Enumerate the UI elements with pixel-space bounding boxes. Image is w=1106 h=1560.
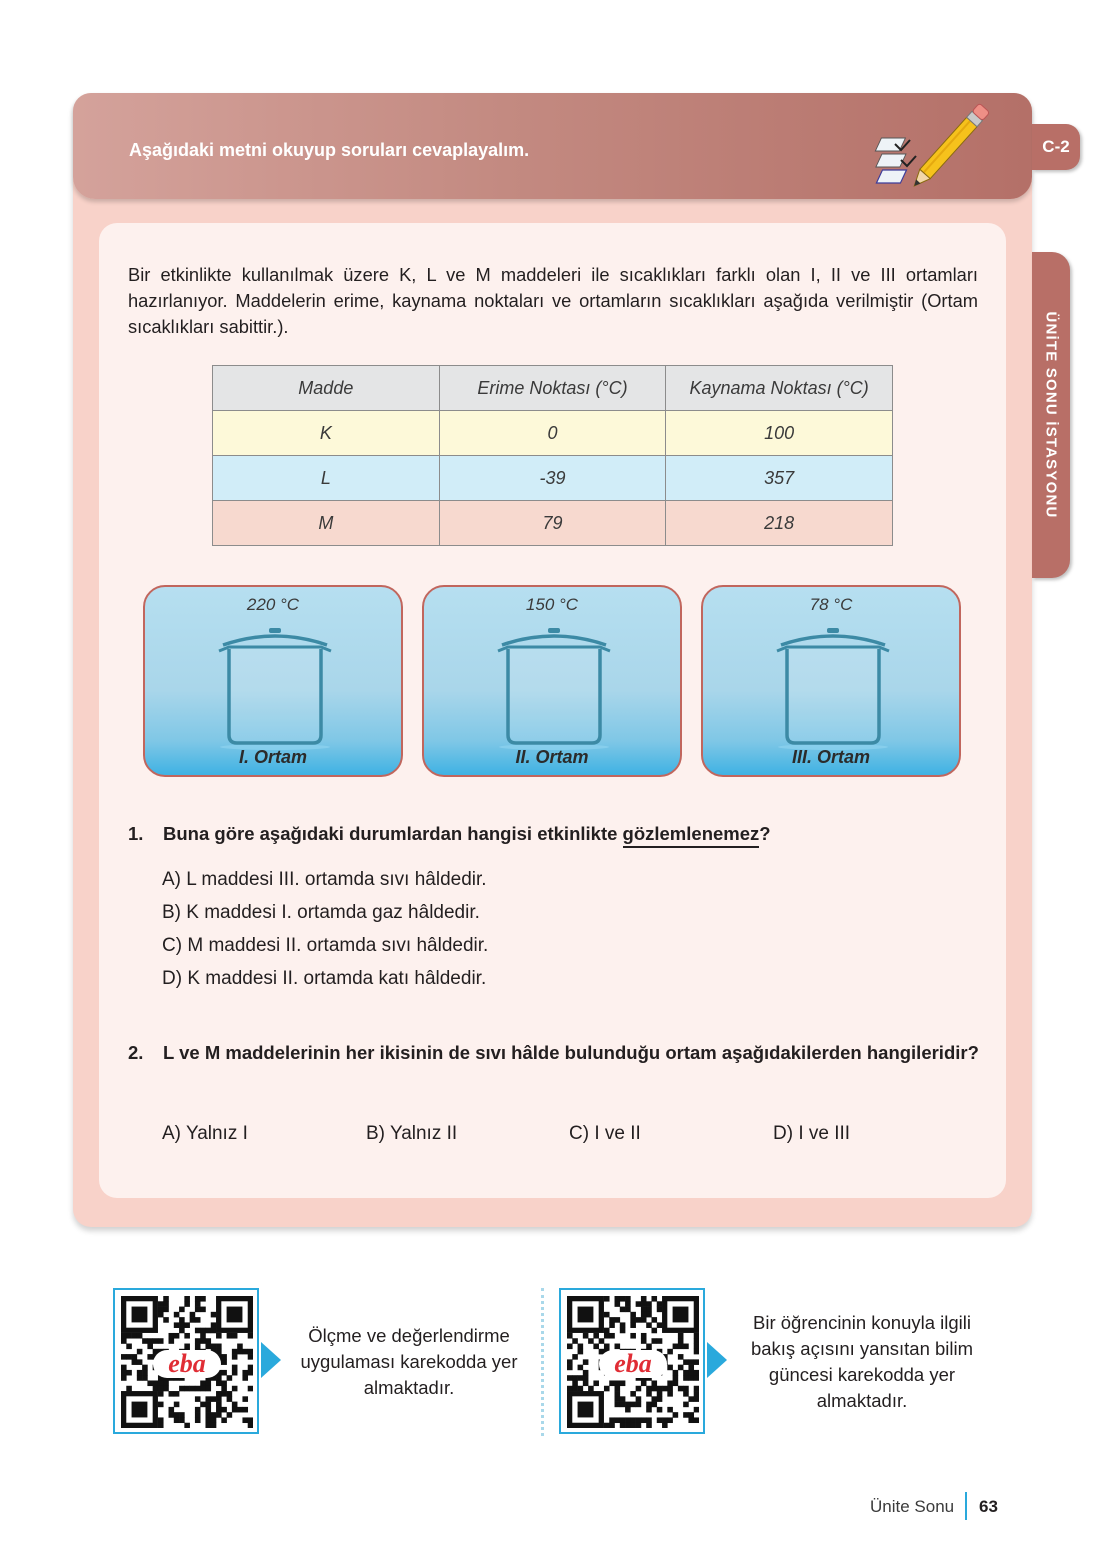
option-letter: A): [162, 869, 181, 890]
option-text: K maddesi I. ortamda gaz hâldedir.: [186, 902, 480, 923]
eba-logo: eba: [599, 1350, 667, 1378]
table-cell: 79: [439, 501, 666, 546]
table-cell: 218: [666, 501, 893, 546]
intro-paragraph: Bir etkinlikte kullanılmak üzere K, L ve M maddeleri ile sıcaklıkları farklı olan I, II ve III ortamları hazırlanıyor. Maddelerin erime, kaynama noktaları ve ortamların sıcaklıkları aşağıda verilmiştir (Ortam sıcaklıkları sabittir.).: [128, 264, 978, 337]
pencil-checklist-icon: [851, 96, 991, 194]
melting-boiling-table: [212, 365, 893, 546]
footer-section: Ünite Sonu: [870, 1497, 955, 1516]
pot-icon: [494, 623, 614, 751]
table-cell: 0: [439, 411, 666, 456]
question-1: [128, 820, 988, 850]
option-letter: B): [366, 1123, 385, 1144]
table-header-cell: Madde: [213, 366, 440, 411]
q2-option-a[interactable]: [162, 1123, 248, 1145]
section-side-label: ÜNİTE SONU İSTASYONU: [1042, 311, 1060, 519]
question-2: [128, 1039, 988, 1095]
table-header-cell: Kaynama Noktası (°C): [666, 366, 893, 411]
q1-option-a[interactable]: [162, 869, 487, 891]
pot-icon: [215, 623, 335, 751]
table-cell: -39: [439, 456, 666, 501]
qr-code-science-journal[interactable]: [559, 1288, 705, 1434]
table-row: [213, 501, 893, 546]
question-text-before: Buna göre aşağıdaki durumlardan hangisi etkinlikte: [163, 823, 623, 844]
qr-description: Ölçme ve değerlendirme uygulaması karekodda yer almaktadır.: [300, 1325, 518, 1398]
environment-temperature: 150 °C: [525, 595, 579, 614]
activity-instruction: Aşağıdaki metni okuyup soruları cevaplayalım.: [129, 140, 530, 160]
option-text: I ve III: [798, 1123, 851, 1144]
table-cell: K: [213, 411, 440, 456]
table-header-cell: Erime Noktası (°C): [439, 366, 666, 411]
question-text: L ve M maddelerinin her ikisinin de sıvı hâlde bulunduğu ortam aşağıdakilerden hangileridir?: [163, 1042, 979, 1063]
table-cell: M: [213, 501, 440, 546]
option-letter: C): [162, 935, 183, 956]
eba-logo: eba: [153, 1350, 221, 1378]
arrow-right-icon: [261, 1342, 281, 1378]
q2-option-c[interactable]: [569, 1123, 641, 1145]
activity-header: [73, 93, 1032, 199]
pot-icon: [773, 623, 893, 751]
table-cell: L: [213, 456, 440, 501]
qr-code-assessment[interactable]: [113, 1288, 259, 1434]
option-text: Yalnız I: [185, 1123, 248, 1144]
environment-label: III. Ortam: [791, 747, 871, 767]
question-number: 2.: [128, 1042, 144, 1063]
environment-panel-3: [701, 585, 961, 777]
option-letter: B): [162, 902, 181, 923]
question-text-after: ?: [759, 823, 771, 844]
footer-divider: [965, 1492, 967, 1520]
option-letter: C): [569, 1123, 590, 1144]
qr-divider: [541, 1288, 544, 1436]
option-letter: A): [162, 1123, 181, 1144]
arrow-right-icon: [707, 1342, 727, 1378]
option-text: L maddesi III. ortamda sıvı hâldedir.: [186, 869, 487, 890]
option-letter: D): [162, 968, 183, 989]
environment-label: I. Ortam: [238, 747, 308, 767]
option-letter: D): [773, 1123, 794, 1144]
environment-panel-1: [143, 585, 403, 777]
q1-option-b[interactable]: [162, 902, 480, 924]
section-side-tab: [1032, 252, 1070, 578]
q1-option-d[interactable]: [162, 968, 486, 990]
table-row: [213, 411, 893, 456]
question-text: [163, 820, 993, 848]
activity-code-tab: C-2: [1032, 124, 1080, 170]
page-number: 63: [979, 1497, 998, 1516]
option-text: I ve II: [594, 1123, 641, 1144]
table-cell: 357: [666, 456, 893, 501]
environment-temperature: 78 °C: [809, 595, 853, 614]
table-cell: 100: [666, 411, 893, 456]
option-text: K maddesi II. ortamda katı hâldedir.: [187, 968, 487, 989]
q2-option-b[interactable]: [366, 1123, 457, 1145]
table-row: [213, 456, 893, 501]
environment-temperature: 220 °C: [246, 595, 300, 614]
option-text: M maddesi II. ortamda sıvı hâldedir.: [187, 935, 489, 956]
qr-description: Bir öğrencinin konuyla ilgili bakış açısını yansıtan bilim güncesi karekodda yer almaktadır.: [750, 1312, 974, 1411]
question-number: 1.: [128, 823, 144, 844]
table-header-row: [213, 366, 893, 411]
q2-option-d[interactable]: [773, 1123, 850, 1145]
environment-panel-2: [422, 585, 682, 777]
q1-option-c[interactable]: [162, 935, 488, 957]
underlined-keyword: gözlemlenemez: [623, 822, 760, 848]
environment-label: II. Ortam: [515, 747, 589, 767]
option-text: Yalnız II: [389, 1123, 458, 1144]
